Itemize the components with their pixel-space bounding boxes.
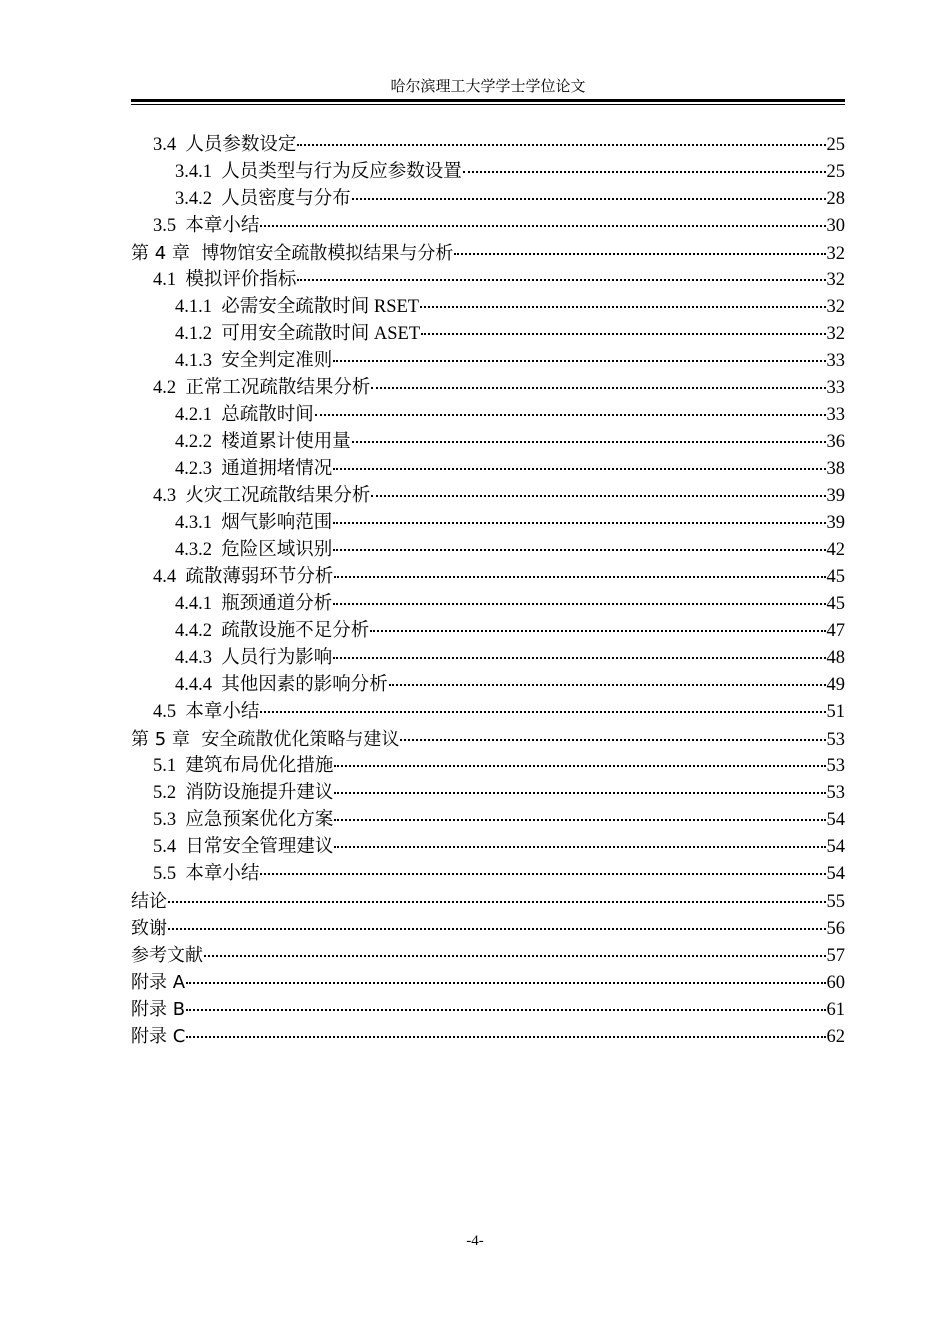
toc-entry-number: 4.2.1 [175, 405, 212, 425]
toc-entry-spacer [176, 564, 185, 591]
toc-entry-title: 其他因素的影响分析 [221, 675, 388, 695]
toc-dot-leader [297, 279, 825, 281]
toc-entry-spacer [212, 186, 221, 213]
toc-entry-spacer [212, 510, 221, 537]
toc-entry-page: 30 [826, 216, 845, 236]
toc-entry[interactable] [131, 699, 845, 726]
toc-entry-page: 48 [826, 648, 845, 668]
toc-entry-page: 25 [826, 135, 845, 155]
toc-dot-leader [333, 360, 825, 362]
toc-entry-number: 4.1.1 [175, 297, 212, 317]
toc-entry-page: 49 [826, 675, 845, 695]
toc-entry-spacer [176, 807, 185, 834]
toc-entry-title: 附录 B [131, 999, 186, 1020]
toc-entry-spacer [176, 375, 185, 402]
toc-entry[interactable] [131, 375, 845, 402]
toc-entry-page: 32 [826, 270, 845, 290]
toc-entry-page: 33 [826, 405, 845, 425]
toc-dot-leader [333, 468, 825, 470]
toc-entry[interactable] [131, 537, 845, 564]
toc-dot-leader [315, 414, 826, 416]
toc-entry-title: 本章小结 [185, 864, 260, 884]
toc-entry-title: 模拟评价指标 [185, 270, 297, 290]
toc-entry-number: 4.4.1 [175, 594, 212, 614]
toc-entry-page: 25 [826, 162, 845, 182]
toc-entry-number: 3.4 [153, 135, 177, 155]
toc-entry[interactable] [131, 564, 845, 591]
toc-entry-title: 附录 C [131, 1026, 186, 1047]
toc-entry-page: 38 [826, 459, 845, 479]
toc-entry-page: 57 [826, 946, 845, 966]
toc-dot-leader [420, 306, 825, 308]
toc-entry-title: 总疏散时间 [221, 405, 314, 425]
toc-entry-spacer [212, 456, 221, 483]
toc-entry-spacer [176, 753, 185, 780]
toc-entry[interactable] [131, 213, 845, 240]
toc-entry-number: 4.4.3 [175, 648, 212, 668]
toc-dot-leader [168, 928, 826, 930]
toc-entry-number: 4.5 [153, 702, 177, 722]
toc-entry-title: 建筑布局优化措施 [185, 756, 334, 776]
toc-entry-spacer [176, 213, 185, 240]
toc-dot-leader [186, 1009, 825, 1011]
toc-entry-number: 3.4.1 [175, 162, 212, 182]
toc-entry-number: 4.4 [153, 567, 177, 587]
toc-entry[interactable] [131, 591, 845, 618]
toc-entry-spacer [212, 159, 221, 186]
toc-entry-number: 5.3 [153, 810, 177, 830]
toc-entry[interactable] [131, 780, 845, 807]
toc-entry-page: 55 [826, 892, 845, 912]
toc-entry-spacer [176, 267, 185, 294]
toc-entry-title: 正常工况疏散结果分析 [185, 378, 371, 398]
toc-entry-title: 安全疏散优化策略与建议 [201, 729, 400, 750]
toc-entry-page: 62 [826, 1027, 845, 1047]
toc-entry-title: 人员行为影响 [221, 648, 333, 668]
toc-entry[interactable] [131, 888, 845, 915]
toc-entry[interactable] [131, 996, 845, 1023]
toc-entry-page: 51 [826, 702, 845, 722]
toc-dot-leader [370, 630, 825, 632]
toc-entry-spacer [176, 780, 185, 807]
toc-entry-number: 4.3 [153, 486, 177, 506]
toc-entry-page: 53 [826, 756, 845, 776]
toc-entry-title: 烟气影响范围 [221, 513, 333, 533]
toc-entry-number: 4.3.2 [175, 540, 212, 560]
toc-entry-title: 结论 [131, 891, 167, 912]
toc-entry-spacer [176, 834, 185, 861]
toc-dot-leader [371, 387, 825, 389]
toc-entry[interactable] [131, 942, 845, 969]
running-header-title: 哈尔滨理工大学学士学位论文 [390, 79, 586, 95]
toc-dot-leader [334, 819, 825, 821]
toc-entry-page: 54 [826, 837, 845, 857]
toc-dot-leader [352, 441, 826, 443]
toc-entry-spacer [212, 645, 221, 672]
toc-entry[interactable] [131, 321, 845, 348]
toc-entry[interactable] [131, 969, 845, 996]
toc-entry-number: 4.1 [153, 270, 177, 290]
toc-dot-leader [333, 522, 825, 524]
toc-entry-page: 53 [826, 730, 845, 750]
toc-entry-number: 5.2 [153, 783, 177, 803]
toc-entry-page: 33 [826, 378, 845, 398]
toc-entry-number: 4.1.2 [175, 324, 212, 344]
toc-dot-leader [204, 955, 826, 957]
toc-entry-title: 危险区域识别 [221, 540, 333, 560]
toc-entry-page: 47 [826, 621, 845, 641]
toc-entry[interactable] [131, 267, 845, 294]
toc-dot-leader [421, 333, 825, 335]
toc-entry-page: 33 [826, 351, 845, 371]
toc-entry-number: 5.4 [153, 837, 177, 857]
toc-dot-leader [334, 846, 825, 848]
header-rule-thick [131, 99, 845, 102]
toc-entry[interactable] [131, 132, 845, 159]
toc-entry-title: 应急预案优化方案 [185, 810, 334, 830]
toc-entry-number: 4.4.2 [175, 621, 212, 641]
toc-entry-spacer [212, 672, 221, 699]
toc-entry-title: 参考文献 [131, 945, 203, 966]
toc-entry-spacer [176, 699, 185, 726]
toc-entry-spacer [212, 321, 221, 348]
toc-dot-leader [389, 684, 826, 686]
toc-entry-number: 第 5 章 [131, 729, 190, 750]
toc-entry[interactable] [131, 915, 845, 942]
toc-entry-page: 60 [826, 973, 845, 993]
toc-entry[interactable] [131, 618, 845, 645]
toc-dot-leader [463, 171, 826, 173]
toc-entry-title: 致谢 [131, 918, 167, 939]
toc-entry-title: 日常安全管理建议 [185, 837, 334, 857]
toc-entry-number: 5.1 [153, 756, 177, 776]
toc-entry-number: 4.2.2 [175, 432, 212, 452]
toc-entry[interactable] [131, 645, 845, 672]
toc-entry[interactable] [131, 861, 845, 888]
toc-entry-page: 61 [826, 1000, 845, 1020]
toc-entry-page: 45 [826, 567, 845, 587]
toc-entry-page: 53 [826, 783, 845, 803]
toc-entry[interactable] [131, 294, 845, 321]
toc-entry-page: 39 [826, 513, 845, 533]
toc-entry[interactable] [131, 186, 845, 213]
toc-dot-leader [260, 225, 825, 227]
toc-dot-leader [334, 576, 825, 578]
toc-entry-page: 45 [826, 594, 845, 614]
toc-entry-title: 疏散设施不足分析 [221, 621, 370, 641]
toc-entry-spacer [212, 591, 221, 618]
toc-entry[interactable] [131, 672, 845, 699]
toc-entry-title: 人员类型与行为反应参数设置 [221, 162, 462, 182]
toc-entry-number: 4.1.3 [175, 351, 212, 371]
toc-entry[interactable] [131, 510, 845, 537]
toc-dot-leader [186, 982, 825, 984]
toc-entry-spacer [212, 618, 221, 645]
toc-entry-title: 疏散薄弱环节分析 [185, 567, 334, 587]
toc-dot-leader [333, 549, 825, 551]
toc-entry[interactable] [131, 348, 845, 375]
toc-entry-spacer [212, 402, 221, 429]
toc-entry-spacer [212, 537, 221, 564]
toc-dot-leader [333, 657, 825, 659]
toc-entry-spacer [176, 861, 185, 888]
toc-dot-leader [297, 144, 825, 146]
toc-dot-leader [168, 901, 826, 903]
toc-entry-title: 人员参数设定 [185, 135, 297, 155]
toc-entry-spacer [176, 132, 185, 159]
toc-entry-title: 楼道累计使用量 [221, 432, 351, 452]
toc-entry-page: 32 [826, 324, 845, 344]
toc-entry-number: 3.5 [153, 216, 177, 236]
toc-entry-page: 32 [826, 244, 845, 264]
toc-entry-title: 瓶颈通道分析 [221, 594, 333, 614]
toc-entry-number: 4.2 [153, 378, 177, 398]
toc-entry-number: 5.5 [153, 864, 177, 884]
toc-entry-number: 4.3.1 [175, 513, 212, 533]
toc-entry[interactable] [131, 1023, 845, 1050]
toc-entry[interactable] [131, 429, 845, 456]
toc-entry-number: 第 4 章 [131, 243, 190, 264]
toc-entry-title: 通道拥堵情况 [221, 459, 333, 479]
toc-entry-page: 36 [826, 432, 845, 452]
toc-entry-number: 4.2.3 [175, 459, 212, 479]
toc-entry[interactable] [131, 240, 845, 267]
toc-entry[interactable] [131, 456, 845, 483]
toc-entry-number: 3.4.2 [175, 189, 212, 209]
toc-dot-leader [454, 253, 825, 255]
toc-entry-page: 39 [826, 486, 845, 506]
toc-entry-spacer [212, 294, 221, 321]
toc-dot-leader [400, 739, 825, 741]
toc-entry[interactable] [131, 402, 845, 429]
toc-entry-title: 本章小结 [185, 702, 260, 722]
toc-entry-page: 42 [826, 540, 845, 560]
toc-entry-page: 28 [826, 189, 845, 209]
toc-entry-title: 本章小结 [185, 216, 260, 236]
toc-entry-title: 火灾工况疏散结果分析 [185, 486, 371, 506]
toc-entry-spacer [190, 240, 201, 267]
toc-entry[interactable] [131, 807, 845, 834]
toc-dot-leader [260, 711, 825, 713]
toc-entry-page: 32 [826, 297, 845, 317]
toc-entry-page: 56 [826, 919, 845, 939]
toc-entry-spacer [190, 726, 201, 753]
toc-entry[interactable] [131, 159, 845, 186]
toc-entry-title: 可用安全疏散时间 ASET [221, 324, 421, 344]
toc-entry-title: 人员密度与分布 [221, 189, 351, 209]
toc-entry-title: 安全判定准则 [221, 351, 333, 371]
toc-entry-page: 54 [826, 810, 845, 830]
header-rule-thin [131, 104, 845, 105]
toc-entry-number: 4.4.4 [175, 675, 212, 695]
toc-entry[interactable] [131, 753, 845, 780]
toc-entry-spacer [212, 348, 221, 375]
toc-dot-leader [334, 792, 825, 794]
table-of-contents [131, 132, 845, 1050]
toc-entry-page: 54 [826, 864, 845, 884]
toc-dot-leader [371, 495, 825, 497]
toc-entry-spacer [212, 429, 221, 456]
toc-dot-leader [352, 198, 826, 200]
toc-dot-leader [334, 765, 825, 767]
toc-entry-spacer [176, 483, 185, 510]
toc-dot-leader [260, 873, 825, 875]
toc-entry-title: 博物馆安全疏散模拟结果与分析 [201, 243, 454, 264]
page-number: -4- [466, 1233, 484, 1249]
toc-entry-title: 消防设施提升建议 [185, 783, 334, 803]
toc-dot-leader [186, 1036, 825, 1038]
toc-entry[interactable] [131, 726, 845, 753]
toc-entry-title: 必需安全疏散时间 RSET [221, 297, 420, 317]
toc-dot-leader [333, 603, 825, 605]
toc-entry[interactable] [131, 483, 845, 510]
toc-entry-title: 附录 A [131, 972, 186, 993]
toc-entry[interactable] [131, 834, 845, 861]
